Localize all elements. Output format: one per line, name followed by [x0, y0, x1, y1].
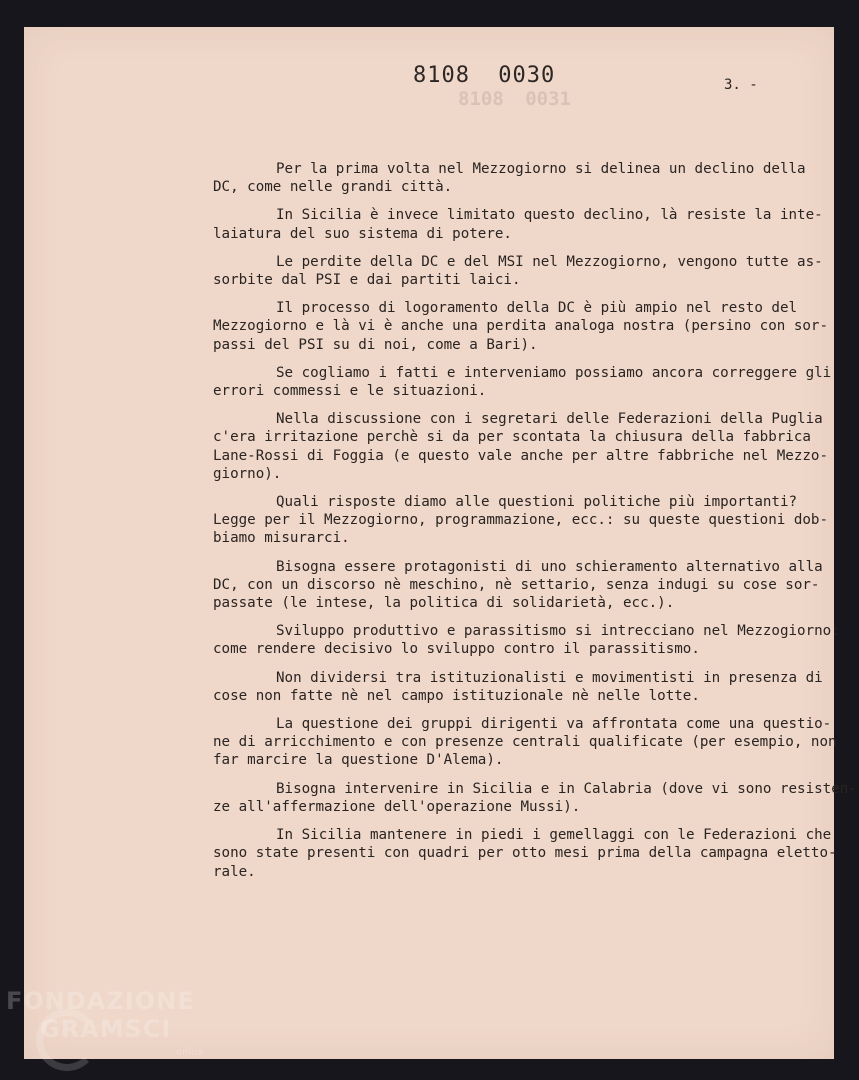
text-line: sorbite dal PSI e dai partiti laici. [213, 272, 521, 289]
text-line: ne di arricchimento e con presenze centrali qualificate (per esempio, non [213, 734, 837, 751]
text-line: c'era irritazione perchè si da per scontata la chiusura della fabbrica [213, 429, 811, 446]
text-line: Non dividersi tra istituzionalisti e movimentisti in presenza di [276, 669, 823, 686]
text-line: DC, come nelle grandi città. [213, 179, 453, 196]
paragraph [213, 160, 813, 196]
paragraph [213, 622, 840, 658]
text-line: Lane-Rossi di Foggia (e questo vale anche per altre fabbriche nel Mezzo- [213, 447, 828, 464]
ghost-document-code: 8108 0031 [458, 88, 571, 110]
text-line: Il processo di logoramento della DC è più ampio nel resto del [276, 300, 798, 317]
paragraph [213, 826, 837, 881]
page-number: 3. - [724, 77, 758, 93]
text-line: Mezzogiorno e là vi è anche una perdita analoga nostra (persino con sor- [213, 318, 828, 335]
watermark-line2: GRAMSCI [40, 1015, 172, 1043]
text-line: rale. [213, 863, 256, 880]
watermark-line1: FONDAZIONE [6, 987, 195, 1015]
text-line: In Sicilia è invece limitato questo declino, là resiste la inte- [276, 207, 823, 224]
text-line: ze all'affermazione dell'operazione Mussi). [213, 798, 581, 815]
paragraph [213, 299, 828, 354]
text-line: In Sicilia mantenere in piedi i gemellaggi con le Federazioni che [276, 827, 832, 844]
text-line: La questione dei gruppi dirigenti va affrontata come una questio- [276, 716, 832, 733]
paragraph [213, 253, 823, 289]
text-line: laiatura del suo sistema di potere. [213, 225, 512, 242]
paragraph [213, 669, 823, 705]
text-line: Quali risposte diamo alle questioni politiche più importanti? [276, 494, 798, 511]
text-line: Per la prima volta nel Mezzogiorno si delinea un declino della [276, 161, 806, 177]
text-line: Legge per il Mezzogiorno, programmazione, ecc.: su queste questioni dob- [213, 512, 828, 529]
text-line: errori commessi e le situazioni. [213, 383, 487, 400]
text-line: Nella discussione con i segretari delle Federazioni della Puglia [276, 411, 823, 428]
text-line: Bisogna intervenire in Sicilia e in Calabria (dove vi sono resisten- [276, 780, 857, 797]
text-line: Bisogna essere protagonisti di uno schieramento alternativo alla [276, 558, 823, 575]
text-line: biamo misurarci. [213, 530, 350, 547]
paragraph [213, 493, 828, 548]
paragraph [213, 780, 857, 816]
paragraph [213, 364, 832, 400]
paragraph [213, 410, 828, 483]
text-line: come rendere decisivo lo sviluppo contro il parassitismo. [213, 641, 700, 658]
paragraph [213, 206, 823, 242]
text-line: far marcire la questione D'Alema). [213, 752, 504, 769]
text-line: DC, con un discorso nè meschino, nè settario, senza indugi su cose sor- [213, 576, 820, 593]
text-line: passate (le intese, la politica di solidarietà, ecc.). [213, 595, 675, 612]
paragraph [213, 558, 823, 613]
archive-watermark [0, 985, 215, 1080]
text-line: sono state presenti con quadri per otto mesi prima della campagna eletto- [213, 845, 837, 862]
text-line: Sviluppo produttivo e parassitismo si intrecciano nel Mezzogiorno: [276, 623, 840, 640]
text-line: giorno). [213, 465, 282, 482]
text-line: Se cogliamo i fatti e interveniamo possiamo ancora correggere gli [276, 364, 832, 381]
text-line: cose non fatte nè nel campo istituzionale nè nelle lotte. [213, 687, 700, 704]
watermark-suffix: onlus [176, 1047, 203, 1058]
text-line: Le perdite della DC e del MSI nel Mezzogiorno, vengono tutte as- [276, 253, 823, 270]
document-code: 8108 0030 [413, 63, 556, 88]
document-body [213, 160, 857, 891]
text-line: passi del PSI su di noi, come a Bari). [213, 336, 538, 353]
paragraph [213, 715, 837, 770]
